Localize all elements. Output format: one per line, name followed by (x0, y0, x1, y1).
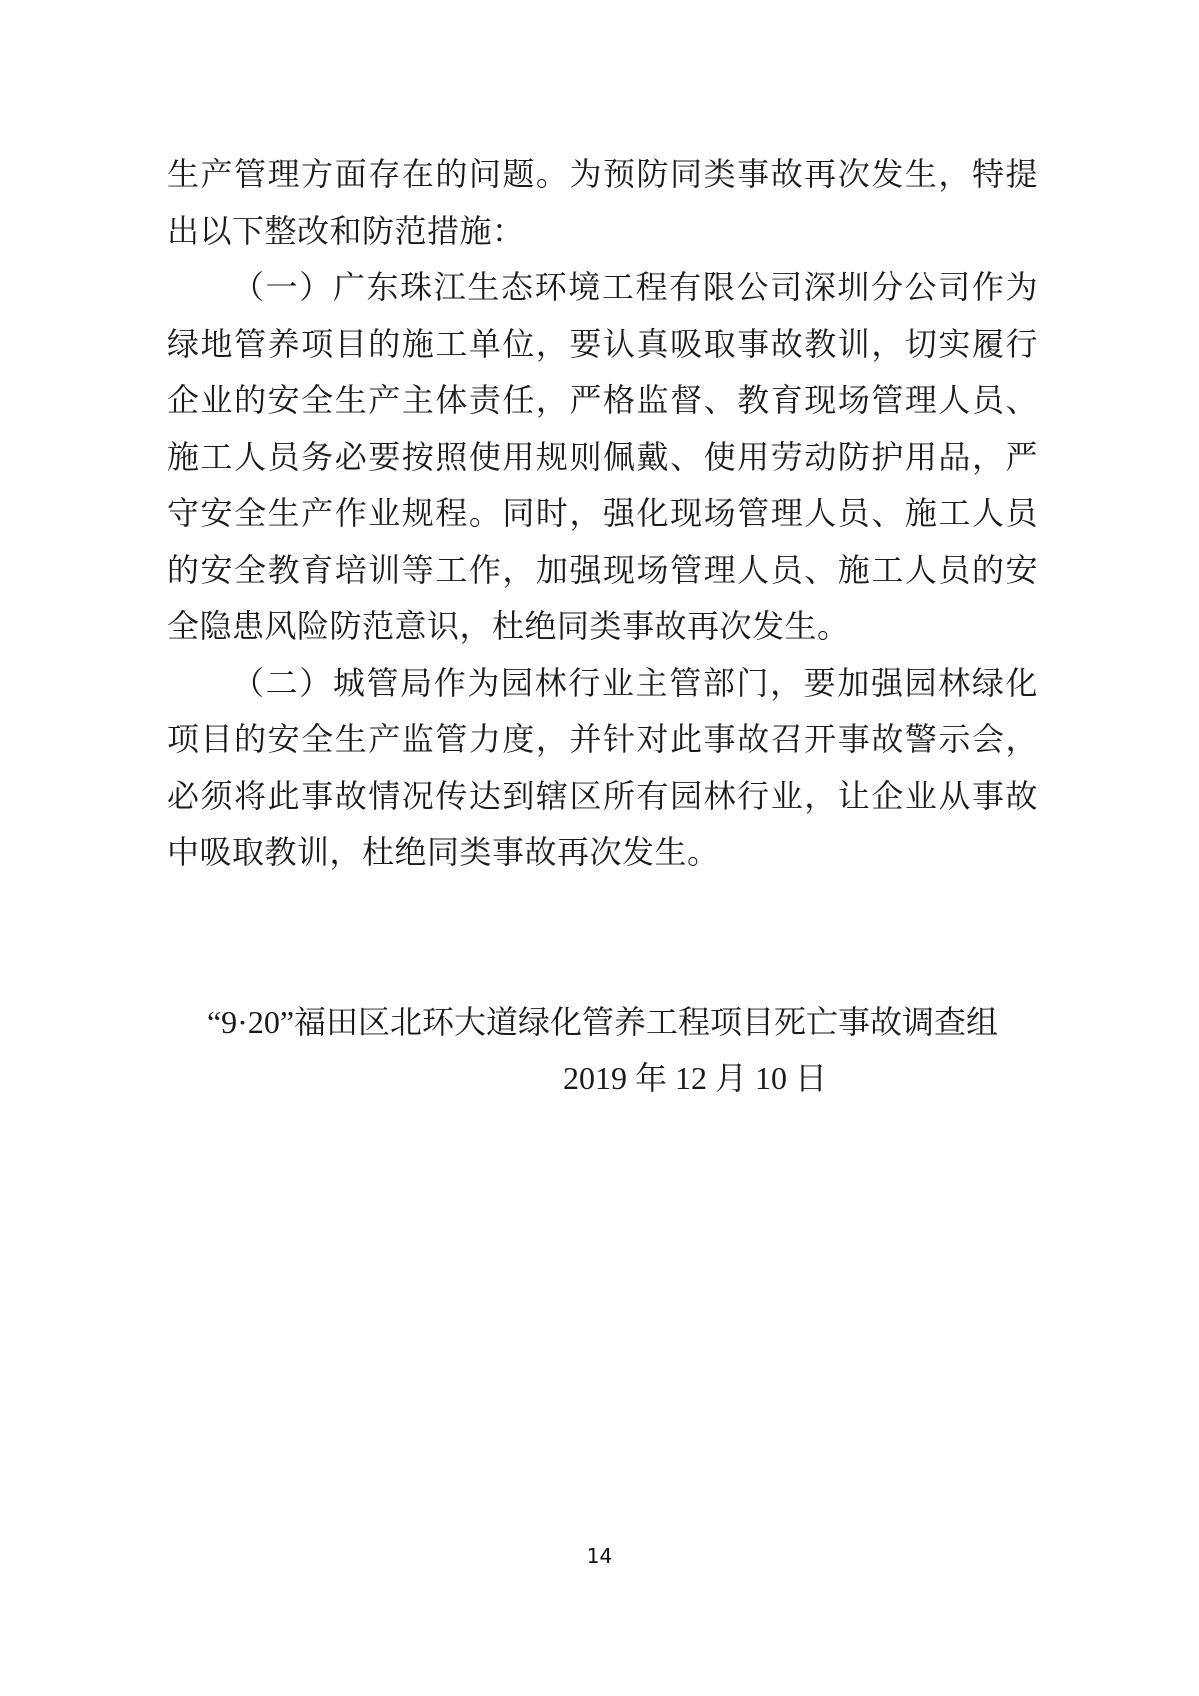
body-paragraph-item-2: （二）城管局作为园林行业主管部门，要加强园林绿化项目的安全生产监管力度，并针对此事故召开事故警示会，必须将此事故情况传达到辖区所有园林行业，让企业从事故中吸取教训，杜绝同类事故再次发生。 (167, 664, 1038, 870)
page-number: 14 (586, 1544, 613, 1568)
document-body (167, 146, 1038, 1107)
body-paragraph-item-1: （一）广东珠江生态环境工程有限公司深圳分公司作为绿地管养项目的施工单位，要认真吸取事故教训，切实履行企业的安全生产主体责任，严格监督、教育现场管理人员、施工人员务必要按照使用规则佩戴、使用劳动防护用品，严守安全生产作业规程。同时，强化现场管理人员、施工人员的安全教育培训等工作，加强现场管理人员、施工人员的安全隐患风险防范意识，杜绝同类事故再次发生。 (167, 269, 1038, 644)
date-line: 2019 年 12 月 10 日 (562, 1060, 827, 1096)
signature-line: “9·20”福田区北环大道绿化管养工程项目死亡事故调查组 (206, 1003, 999, 1040)
body-paragraph-continuation: 生产管理方面存在的问题。为预防同类事故再次发生，特提出以下整改和防范措施： (167, 156, 1038, 249)
